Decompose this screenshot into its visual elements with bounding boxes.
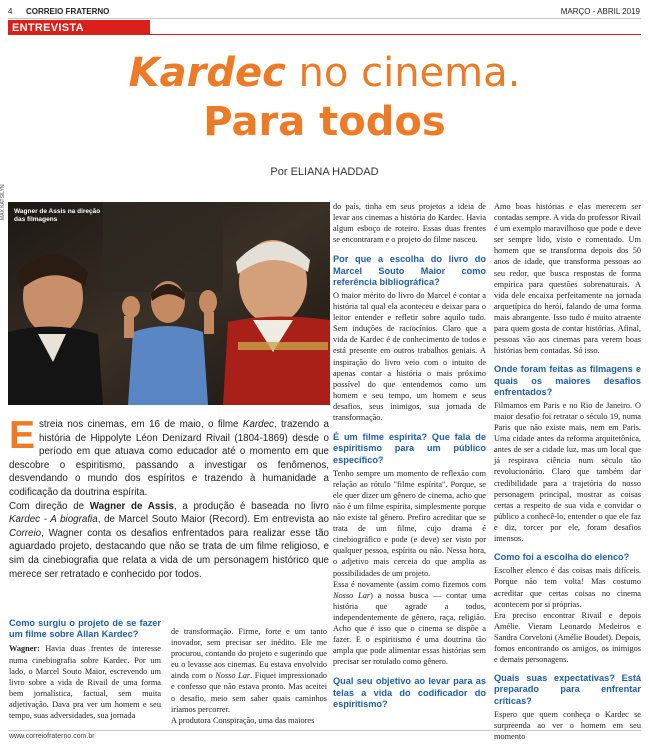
page-number: 4 (8, 7, 13, 16)
section-label: ENTREVISTA (12, 22, 84, 34)
lead-paragraph-2: Com direção de Wagner de Assis, a produção é baseada no livro Kardec - A biografia, de Marcel Souto Maior (Record). Em entrevista ao Correio, Wagner conta os desafios enfrentados para realizar esse tão aguardado projeto, destacando que não se trata de um filme religioso, e sim da cinebiografia que relata a vida de um personagem histórico que merece ser retratado e conhecido por todos. (9, 500, 329, 580)
answer-3: Tenho sempre um momento de reflexão com relação ao rótulo "filme espírita". Porque, se ele quer dizer um gênero de cinema, acho que não é um filme espírita, simplesmente porque não existe tal gênero. Prefiro acreditar que se trata de um filme, cujo drama é cinebiográfico e pode (e deve) ser visto por qualquer pessoa, espírita ou não. Nessa hora, o adjetivo mais cerceia do que amplia as possibilidades de um projeto. (333, 468, 486, 578)
lead-paragraph-1: Estreia nos cinemas, em 16 de maio, o filme Kardec, trazendo a história de Hippolyte Léon Denizard Rivail (1804-1869) desde o período em que atuava como educador até o momento em que descobre o espiritismo, passando a investigar os fenômenos, desvendando o mundo dos espíritos e trazendo à humanidade a codificação da doutrina espírita. (9, 414, 329, 498)
byline: Por ELIANA HADDAD (270, 166, 379, 178)
question-7: Quais suas expectativas? Está preparado para enfrentar críticas? (494, 673, 641, 706)
question-1: Como surgiu o projeto de se fazer um filme sobre Allan Kardec? (9, 618, 161, 640)
question-6: Como foi a escolha do elenco? (494, 552, 630, 563)
answer-1-paragraph-2: A produtora Conspiração, uma das maiores (171, 715, 315, 725)
answer-2: O maior mérito do livro do Marcel é contar a história tal qual ela aconteceu e deixar para o leitor entender e refletir sobre aquilo tudo. Sem induções de raciocínios. Claro que a vida de Kardec é de conhecimento de todos e está presente em outros trabalhos geniais. A inspiração do livro veio com o intuito de apenas contar a história o mais próximo possível do que entendemos como um homem e seu tempo, um homem e seus desafios, seus inimigos, sua jornada de transformação. (333, 290, 486, 423)
question-4: Qual seu objetivo ao levar para as telas a vida do codificador do espiritismo? (333, 676, 486, 709)
film-set-photo (8, 202, 330, 405)
headline-line-1-rest: no cinema. (285, 50, 521, 96)
lead-paragraphs (9, 414, 329, 581)
photo-credit: MAX KATSILYN (0, 184, 6, 220)
answer-1-end: do país, tinha em seus projetos a ideia de levar aos cinemas a história do Kardec. Havia algum esboço de roteiro. Essas duas frentes se encontraram e o projeto do filme nasceu. (333, 202, 486, 245)
answer-3-paragraph-2: Essa é novamente (assim como fizemos com Nosso Lar) a nossa busca — contar uma história que agrade a todos, independentemente de gênero, raça, religião. Acho que é isso que o cinema se dispõe a fazer. E o espiritismo é uma doutrina tão ampla que pode alimentar essas histórias sem precisar ser rotulado como gênero. (333, 579, 487, 667)
answer-5: Filmamos em Paris e no Rio de Janeiro. O maior desafio foi retratar o século 19, numa Paris que não existe mais, nem em Paris. Uma cidade antes da reforma arquitetônica, antes de ser a cidade luz, mas um local que já respirava ciência num século tão revolucionário. Claro que também dar credibilidade para a trajetória do nosso personagem principal, mostrar as coisas certas a respeito de sua vida e convidar o público a conhecê-lo, entender o que ele faz e diz, torcer por ele, foram desafios imensos. (494, 400, 641, 544)
answer-4: Amo boas histórias e elas merecem ser contadas sempre. A vida do professor Rivail é um exemplo maravilhoso que pode e deve ser sempre lido, visto e comentado. Um homem que se transforma depois dos 50 anos de idade, que transforma pessoas ao seu redor, que busca respostas de forma empírica para questões sobrenaturais. A vida dele encaixa perfeitamente na jornada arquetípica do herói, falando de uma forma mais abrangente. Isso tudo é muito atraente para quem gosta de contar histórias. Afinal, pessoas vão aos cinemas para verem boas histórias bem contadas. Só isso. (494, 202, 641, 356)
answer-6-paragraph-2: Era preciso encontrar Rivail e depois Amélie. Vieram Leonardo Medeiros e Sandra Corveloni (Amélie Boudet). Depois, fomos encontrando os amigos, os inimigos e demais personagens. (494, 610, 641, 665)
header-rule (8, 18, 641, 19)
headline-line-1 (0, 50, 649, 96)
column-1 (9, 618, 161, 728)
publication-name: CORREIO FRATERNO (26, 7, 110, 16)
footer-website[interactable]: www.correiofraterno.com.br (9, 733, 95, 740)
headline-line-2: Para todos (203, 99, 446, 145)
answer-1-continued: de transformação. Firme, forte e um tanto inovador, sem precisar ser inédito. Ele me procurou, contando do projeto e sugerindo que eu o levasse aos cinemas. Eu estava envolvido ainda com o Nosso Lar. Fiquei impressionado e confesso que não estava pronto. Mas aceitei o desafio, meio sem saber quais caminhos iríamos percorrer. (171, 627, 327, 714)
answer-1: Wagner: Havia duas frentes de interesse numa cinebiografia sobre Kardec. Por um lado, o Marcel Souto Maior, escrevendo um livro sobre a vida de Rivail de uma forma bem jornalística, factual, sem muita adjetivação. Dava pra ver um homem e seu tempo, suas adversidades, sua jornada (9, 644, 161, 720)
issue-date: MARÇO - ABRIL 2019 (560, 7, 640, 16)
column-3 (333, 201, 486, 728)
question-5: Onde foram feitas as filmagens e quais os maiores desafios enfrentados? (494, 364, 641, 397)
question-3: É um filme espírita? Que fala de espiritismo para um público específico? (333, 432, 486, 465)
question-2: Por que a escolha do livro do Marcel Souto Maior como referência bibliográfica? (333, 254, 486, 287)
answer-7: Espero que quem conheça o Kardec se surpreenda ao ver o homem em seu momento (494, 709, 641, 741)
drop-cap: E (9, 414, 36, 457)
footer-rule (8, 730, 641, 731)
answer-6: Escolher elenco é das coisas mais difíceis. Porque não tem volta! Mas costumo acreditar que certas coisas no cinema acontecem por si próprias. (494, 566, 641, 609)
photo-illustration (8, 202, 330, 405)
section-rule (150, 34, 641, 35)
column-4 (494, 201, 641, 741)
headline-keyword: Kardec (128, 50, 286, 96)
column-2 (171, 626, 327, 728)
photo-caption: Wagner de Assis na direção das filmagens (14, 208, 101, 223)
